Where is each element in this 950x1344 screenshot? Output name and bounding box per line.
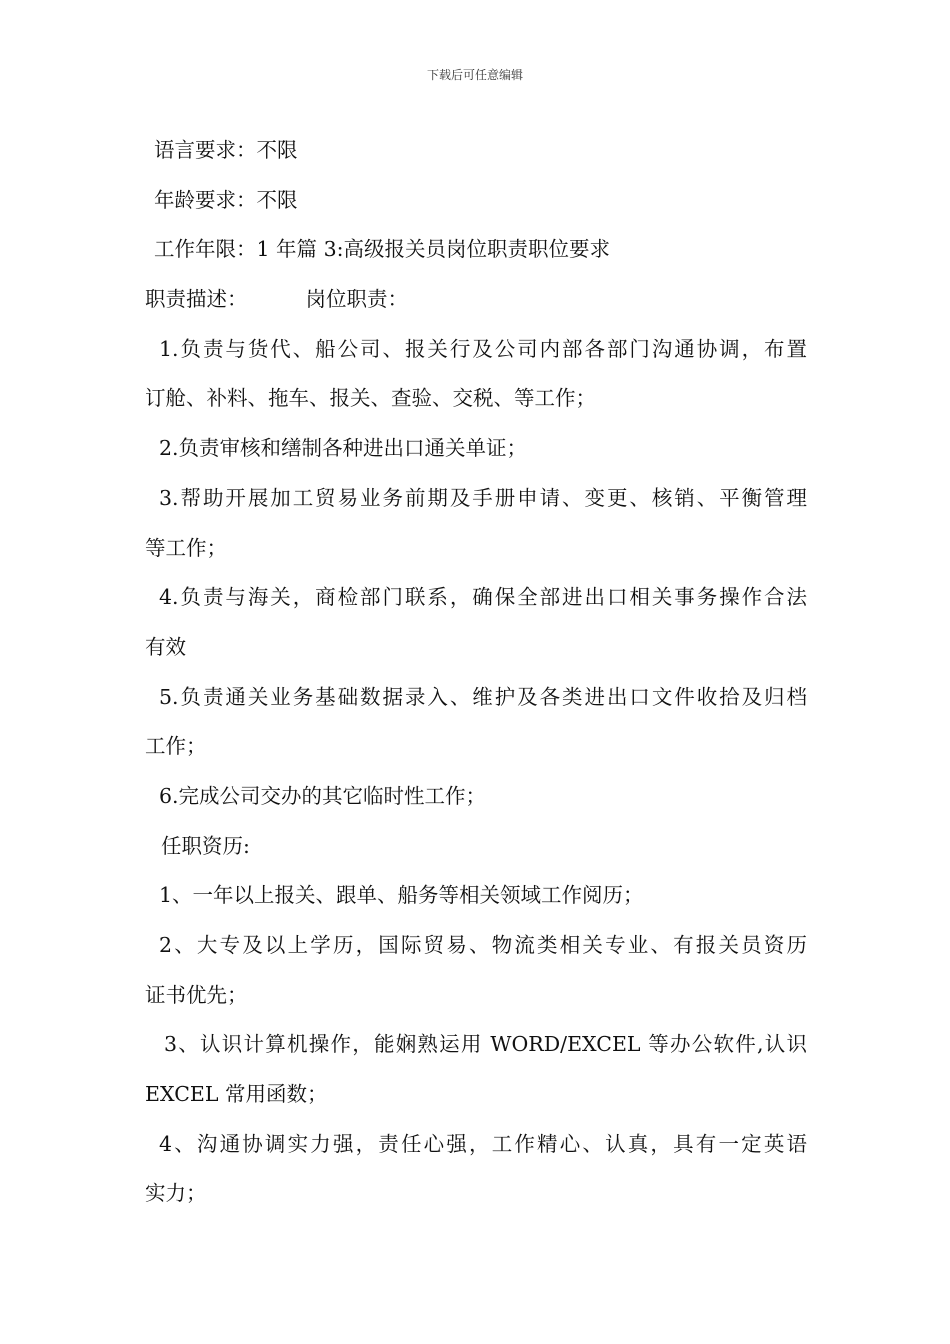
document-body — [145, 126, 807, 1219]
duty-item-4-cont: 有效 — [145, 634, 186, 659]
qualification-item-3-cont: EXCEL 常用函数； — [145, 1082, 328, 1107]
work-years: 工作年限：1 年篇 3:高级报关员岗位职责职位要求 — [154, 237, 611, 262]
age-requirement: 年龄要求：不限 — [154, 187, 298, 212]
post-duty-label: 岗位职责： — [305, 287, 408, 312]
qualification-item-2: 2、大专及以上学历，国际贸易、物流类相关专业、有报关员资历 — [159, 933, 807, 957]
duty-item-4: 4.负责与海关，商检部门联系，确保全部进出口相关事务操作合法 — [159, 585, 807, 610]
qualification-label: 任职资历: — [161, 833, 250, 858]
qualification-item-2-cont: 证书优先； — [145, 982, 248, 1007]
qualification-item-4-cont: 实力； — [145, 1181, 207, 1206]
duty-description-line — [145, 275, 807, 325]
duty-description-label: 职责描述： — [145, 287, 248, 312]
qualification-item-3: 3、认识计算机操作，能娴熟运用 WORD/EXCEL 等办公软件,认识 — [164, 1032, 807, 1057]
language-requirement: 语言要求：不限 — [154, 138, 298, 162]
duty-item-1: 1.负责与货代、船公司、报关行及公司内部各部门沟通协调，布置 — [159, 336, 807, 361]
page-header-note: 下载后可任意编辑 — [426, 68, 523, 82]
duty-item-2: 2.负责审核和缮制各种进出口通关单证； — [159, 436, 528, 461]
duty-item-3-cont: 等工作； — [145, 535, 227, 560]
qualification-item-1: 1、一年以上报关、跟单、船务等相关领域工作阅历； — [159, 883, 644, 908]
duty-item-3: 3.帮助开展加工贸易业务前期及手册申请、变更、核销、平衡管理 — [159, 485, 807, 510]
duty-item-5: 5.负责通关业务基础数据录入、维护及各类进出口文件收拾及归档 — [159, 684, 807, 709]
duty-item-5-cont: 工作； — [145, 734, 207, 759]
qualification-item-4: 4、沟通协调实力强，责任心强，工作精心、认真，具有一定英语 — [159, 1131, 807, 1156]
duty-item-1-cont: 订舱、补料、拖车、报关、查验、交税、等工作； — [145, 386, 596, 411]
duty-item-6: 6.完成公司交办的其它临时性工作； — [159, 783, 487, 808]
